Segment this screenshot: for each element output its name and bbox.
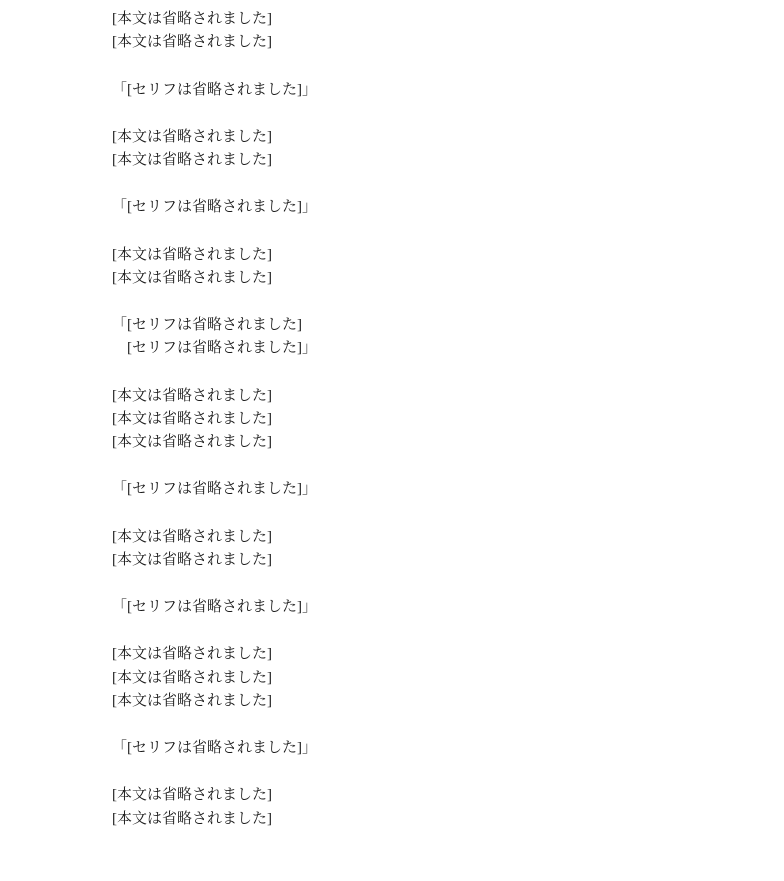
paragraph (112, 784, 744, 831)
paragraph (112, 385, 744, 455)
paragraph (112, 314, 744, 361)
prose-line: [本文は省略されました] (112, 551, 272, 568)
dialogue-line: 「[セリフは省略されました]」 (112, 599, 317, 615)
prose-line: [本文は省略されました] (112, 787, 272, 804)
prose-line: [本文は省略されました] (112, 646, 272, 663)
paragraph (112, 8, 744, 55)
paragraph (112, 596, 744, 619)
paragraph (112, 478, 744, 501)
prose-line: [本文は省略されました] (112, 246, 272, 263)
dialogue-line: 「[セリフは省略されました]」 (112, 199, 317, 216)
prose-line: [本文は省略されました] (112, 434, 272, 450)
paragraph (112, 244, 744, 291)
paragraph (112, 79, 744, 102)
dialogue-line: 「[セリフは省略されました]」 (112, 81, 317, 98)
prose-line: [本文は省略されました] (112, 410, 272, 427)
prose-line: [セリフは省略されました]」 (112, 340, 317, 357)
prose-line: [本文は省略されました] (112, 11, 272, 27)
prose-line: [本文は省略されました] (112, 128, 272, 145)
prose-line: [本文は省略されました] (112, 387, 272, 404)
paragraph (112, 737, 744, 760)
prose-line: [本文は省略されました] (112, 528, 272, 545)
prose-line: [本文は省略されました] (112, 692, 272, 709)
paragraph (112, 643, 744, 713)
prose-line: [本文は省略されました] (112, 810, 272, 827)
dialogue-line: 「[セリフは省略されました] (112, 317, 302, 333)
prose-line: [本文は省略されました] (112, 269, 272, 286)
prose-line: [本文は省略されました] (112, 669, 272, 686)
paragraph (112, 196, 744, 219)
prose-line: [本文は省略されました] (112, 34, 272, 51)
dialogue-line: 「[セリフは省略されました]」 (112, 740, 317, 756)
dialogue-line: 「[セリフは省略されました]」 (112, 481, 317, 498)
text-body (112, 8, 744, 831)
paragraph (112, 526, 744, 573)
paragraph (112, 126, 744, 173)
prose-line: [本文は省略されました] (112, 152, 272, 168)
